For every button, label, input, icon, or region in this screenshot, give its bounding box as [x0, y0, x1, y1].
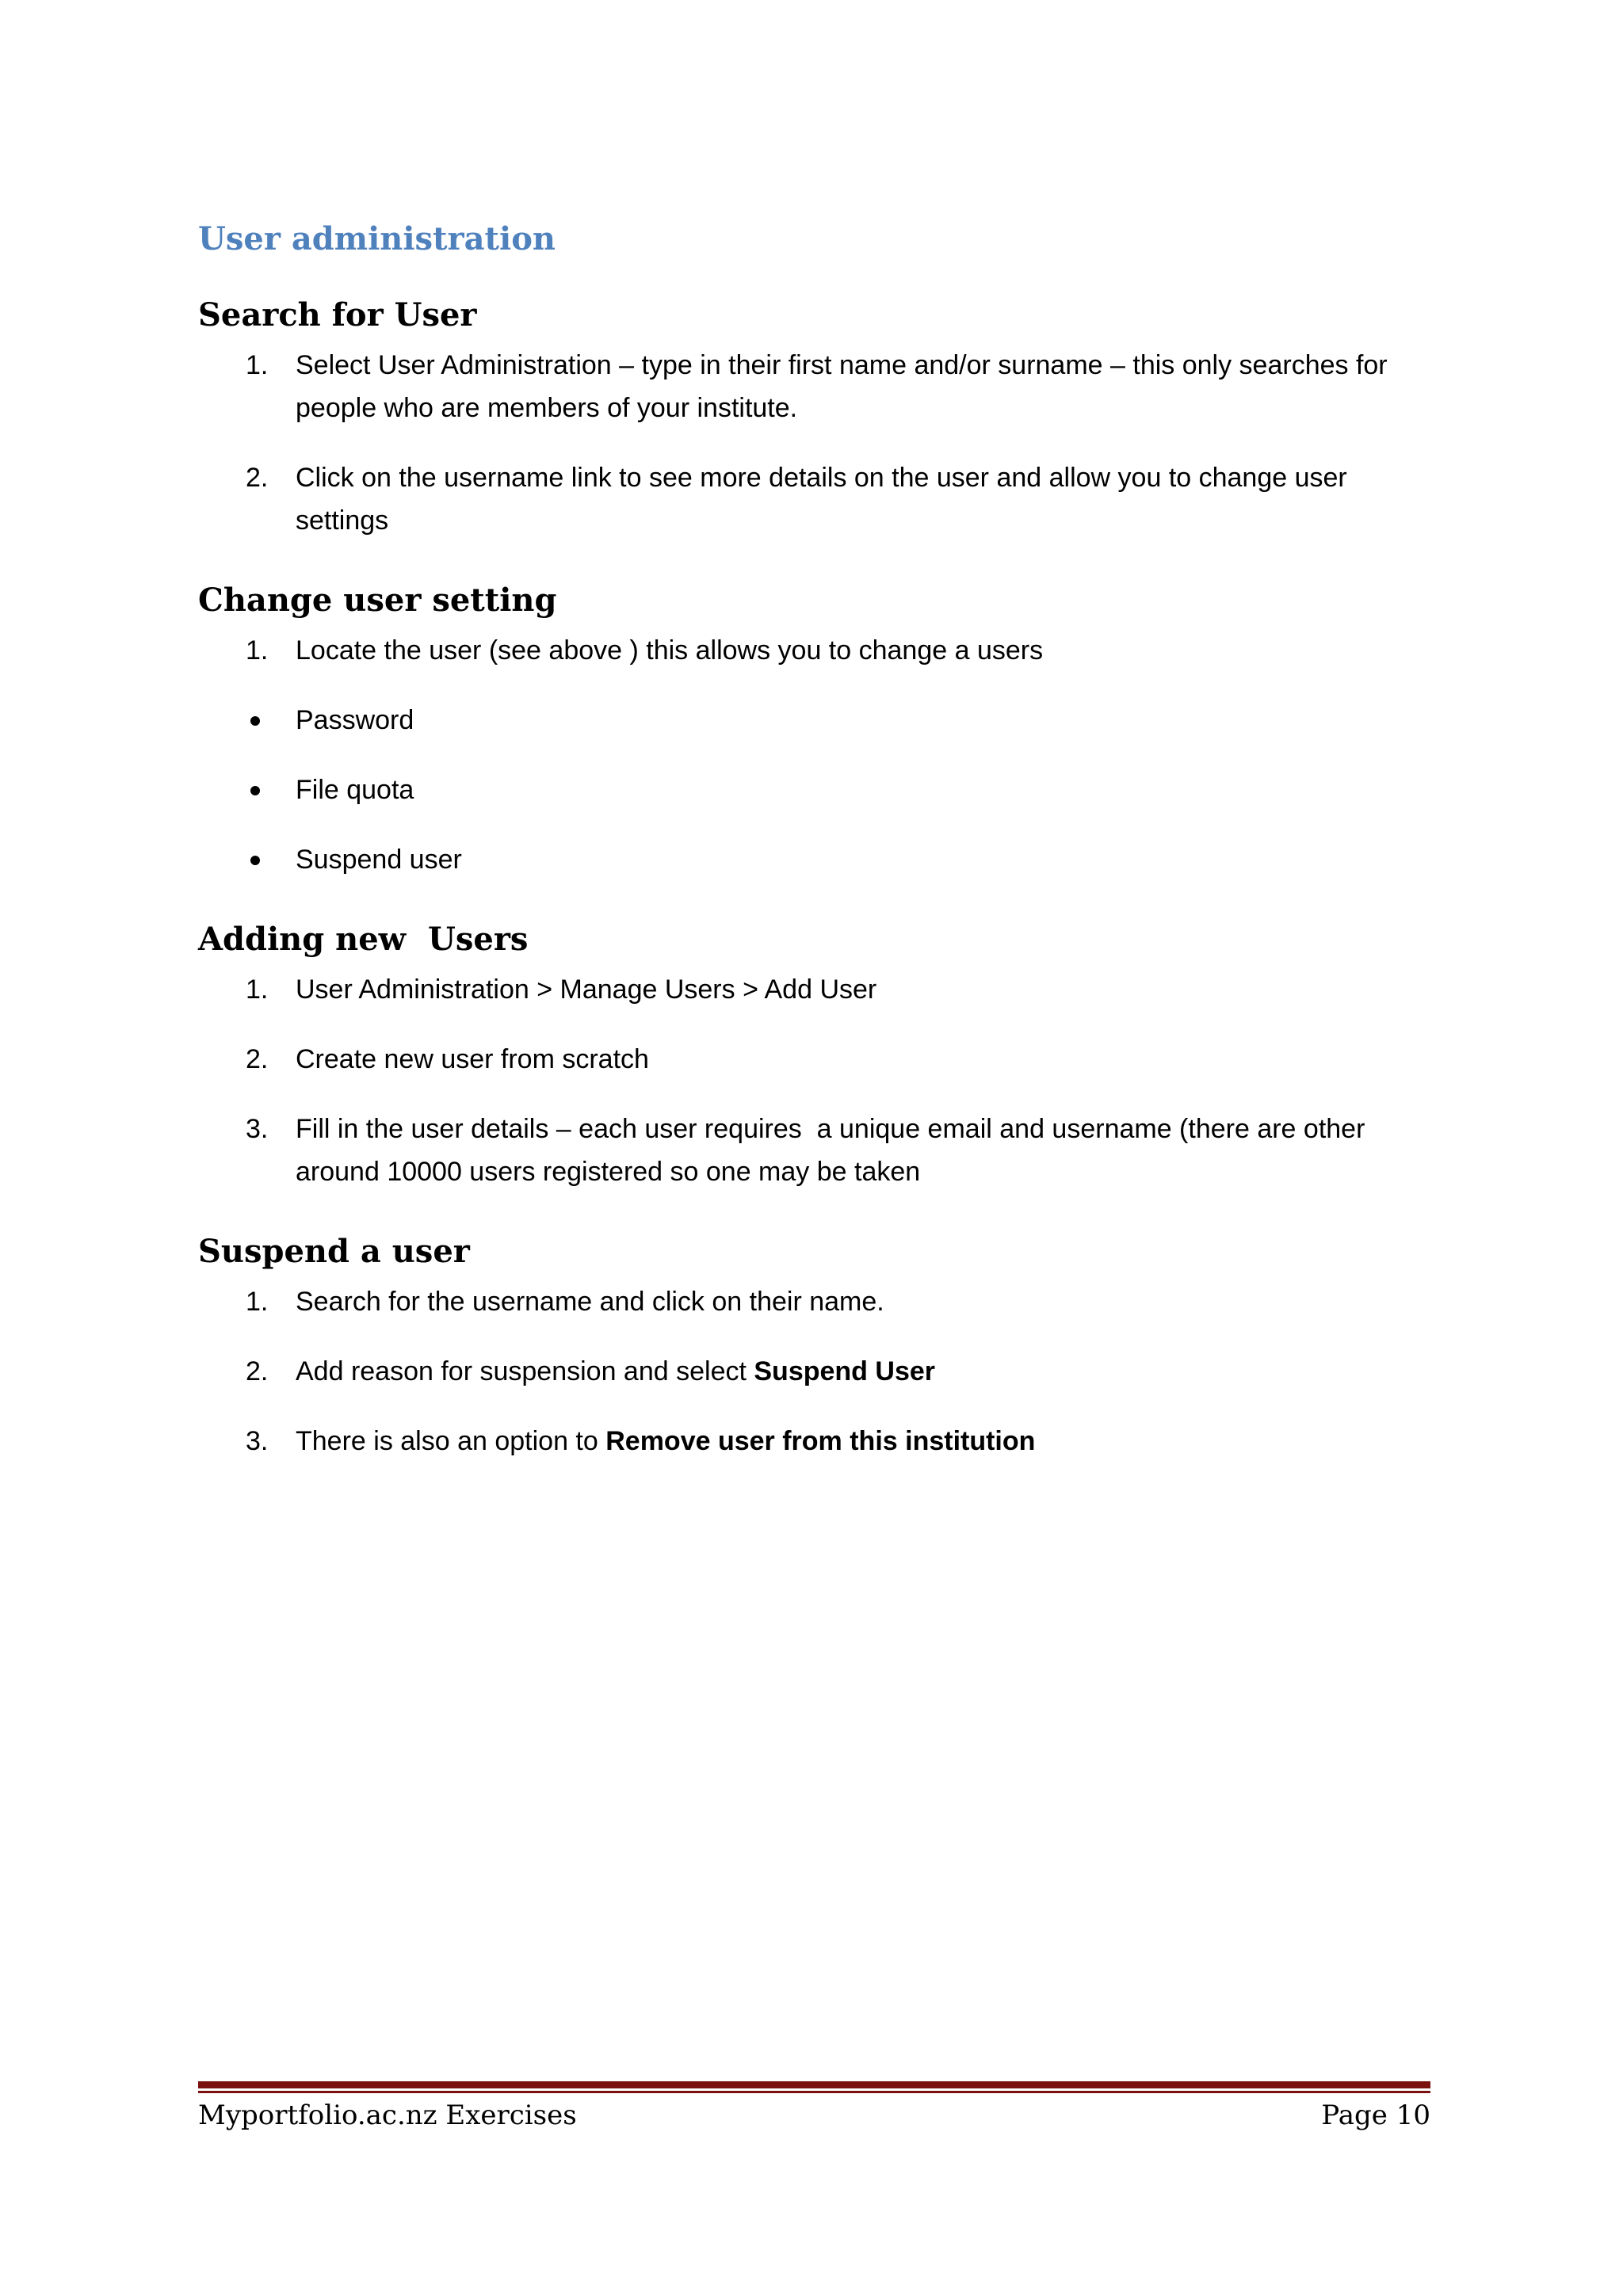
list-item-text: Click on the username link to see more details on the user and allow you to change user settings [296, 463, 1347, 536]
section-heading: Search for User [198, 296, 477, 334]
bullet-list [198, 699, 1430, 881]
bullet-item [198, 769, 1430, 811]
footer-site-name: Myportfolio.ac.nz Exercises [198, 2100, 577, 2131]
list-item-text: Locate the user (see above ) this allows you to change a users [296, 635, 1044, 666]
list-item [198, 968, 1430, 1011]
list-item-text: Fill in the user details – each user requires a unique email and username (there are other around 10000 users registered so one may be taken [296, 1114, 1373, 1187]
list-number: 1. [246, 974, 269, 1005]
list-item-text: Add reason for suspension and select [296, 1356, 754, 1386]
list-item-text: There is also an option to [296, 1426, 606, 1456]
list-number: 1. [246, 635, 269, 666]
list-item-text: Search for the username and click on their name. [296, 1287, 884, 1317]
list-item-text: User Administration > Manage Users > Add User [296, 974, 877, 1005]
list-item [198, 344, 1430, 429]
list-item [198, 1108, 1430, 1193]
section-adding-new-users [198, 921, 1430, 1193]
list-number: 2. [246, 1356, 269, 1386]
bullet-text: Suspend user [296, 845, 462, 875]
list-item [198, 456, 1430, 542]
bullet-item [198, 838, 1430, 881]
section-heading: Adding new Users [198, 921, 529, 958]
list-number: 1. [246, 350, 269, 380]
list-number: 2. [246, 1044, 269, 1074]
page-title: User administration [198, 220, 556, 257]
list-number: 2. [246, 463, 269, 493]
page-content [198, 220, 1430, 1502]
list-item-bold-text: Suspend User [754, 1356, 935, 1386]
numbered-list [198, 344, 1430, 542]
bullet-dot [250, 786, 260, 795]
list-item [198, 1420, 1430, 1463]
section-search-for-user [198, 296, 1430, 542]
list-number: 3. [246, 1426, 269, 1456]
bullet-item [198, 699, 1430, 742]
numbered-list [198, 1280, 1430, 1463]
list-item [198, 629, 1430, 672]
section-change-user-setting [198, 582, 1430, 881]
bullet-dot [250, 716, 260, 726]
list-number: 3. [246, 1114, 269, 1144]
list-item [198, 1350, 1430, 1393]
list-item-text: Create new user from scratch [296, 1044, 649, 1074]
bullet-text: Password [296, 705, 414, 735]
numbered-list [198, 968, 1430, 1193]
list-item-text: Select User Administration – type in their first name and/or surname – this only searches for people who are members of your institute. [296, 350, 1388, 423]
bullet-text: File quota [296, 775, 414, 805]
section-suspend-a-user [198, 1233, 1430, 1463]
bullet-dot [250, 856, 260, 865]
list-number: 1. [246, 1287, 269, 1317]
footer-page-number: Page 10 [1321, 2100, 1430, 2131]
list-item [198, 1038, 1430, 1081]
footer-rule [198, 2081, 1430, 2088]
list-item-bold-text: Remove user from this institution [605, 1426, 1036, 1456]
section-heading: Change user setting [198, 582, 557, 619]
section-heading: Suspend a user [198, 1233, 470, 1270]
footer-rule-thin [198, 2091, 1430, 2093]
numbered-list [198, 629, 1430, 672]
list-item [198, 1280, 1430, 1323]
